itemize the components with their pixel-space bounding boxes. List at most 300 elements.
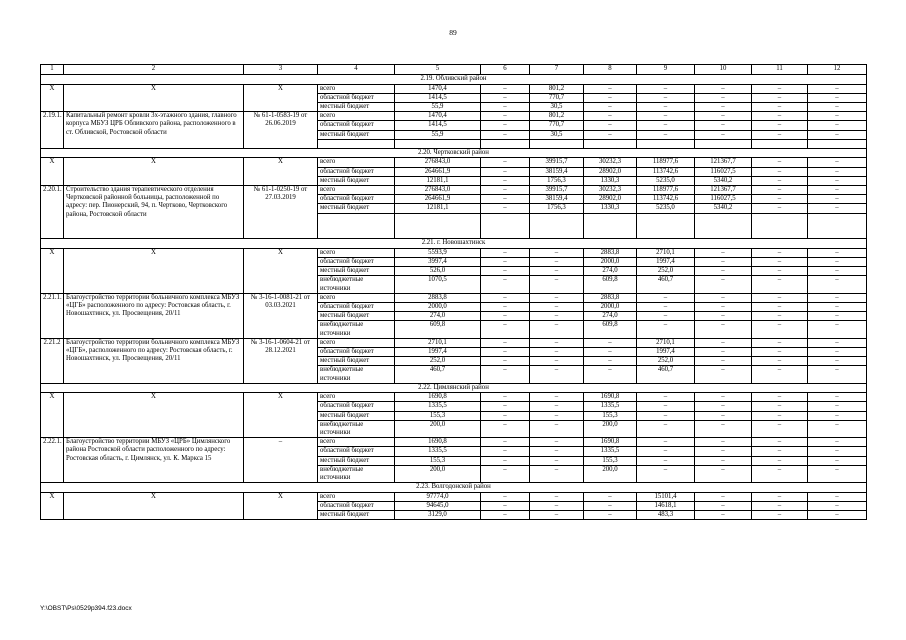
- item-document: № 3-16-1-0604-21 от 28.12.2021: [244, 338, 318, 383]
- funding-source: областной бюджет: [318, 347, 395, 356]
- empty-cell: [584, 222, 637, 230]
- amount-cell: –: [637, 393, 695, 402]
- empty-cell: [584, 213, 637, 222]
- column-number: 5: [395, 65, 481, 75]
- amount-cell: –: [808, 420, 867, 437]
- amount-cell: –: [481, 102, 530, 111]
- amount-cell: –: [752, 176, 808, 185]
- amount-cell: 2883,8: [395, 293, 481, 302]
- amount-cell: –: [481, 186, 530, 195]
- amount-cell: 30,5: [530, 102, 584, 111]
- amount-cell: –: [481, 112, 530, 121]
- amount-cell: –: [752, 501, 808, 510]
- empty-cell: [395, 222, 481, 230]
- amount-cell: –: [752, 204, 808, 213]
- funding-source: всего: [318, 84, 395, 93]
- table-row: [41, 158, 867, 167]
- funding-source: местный бюджет: [318, 511, 395, 520]
- amount-cell: –: [584, 347, 637, 356]
- amount-cell: 609,8: [395, 321, 481, 338]
- amount-cell: –: [637, 447, 695, 456]
- amount-cell: 2710,1: [637, 248, 695, 257]
- amount-cell: –: [481, 366, 530, 383]
- amount-cell: –: [808, 267, 867, 276]
- funding-source: местный бюджет: [318, 411, 395, 420]
- funding-source: всего: [318, 492, 395, 501]
- item-number: Х: [41, 492, 64, 520]
- amount-cell: –: [808, 357, 867, 366]
- table-row: [41, 438, 867, 447]
- amount-cell: 38159,4: [530, 195, 584, 204]
- amount-cell: –: [752, 93, 808, 102]
- item-document: Х: [244, 158, 318, 186]
- amount-cell: –: [584, 492, 637, 501]
- amount-cell: –: [808, 321, 867, 338]
- amount-cell: 121367,7: [695, 158, 752, 167]
- amount-cell: –: [695, 302, 752, 311]
- amount-cell: –: [752, 321, 808, 338]
- amount-cell: –: [808, 347, 867, 356]
- amount-cell: –: [481, 492, 530, 501]
- item-number: Х: [41, 393, 64, 438]
- item-name: Капитальный ремонт кровли 3х-этажного здания, главного корпуса МБУЗ ЦРБ Обливского района, расположенного в ст. Обливской, Ростовской области: [64, 112, 244, 149]
- amount-cell: –: [637, 84, 695, 93]
- amount-cell: 252,0: [637, 267, 695, 276]
- amount-cell: 30232,3: [584, 158, 637, 167]
- amount-cell: –: [808, 84, 867, 93]
- amount-cell: 5235,0: [637, 176, 695, 185]
- empty-cell: [808, 222, 867, 230]
- amount-cell: 15101,4: [637, 492, 695, 501]
- column-number: 6: [481, 65, 530, 75]
- section-title-row: [41, 383, 867, 393]
- item-number: 2.22.1.: [41, 438, 64, 483]
- amount-cell: 118977,6: [637, 158, 695, 167]
- amount-cell: –: [481, 176, 530, 185]
- amount-cell: –: [752, 112, 808, 121]
- empty-cell: [752, 230, 808, 239]
- amount-cell: –: [481, 447, 530, 456]
- amount-cell: –: [808, 438, 867, 447]
- amount-cell: –: [481, 438, 530, 447]
- amount-cell: –: [481, 121, 530, 130]
- amount-cell: 1335,5: [395, 447, 481, 456]
- amount-cell: –: [637, 93, 695, 102]
- item-name: Х: [64, 393, 244, 438]
- amount-cell: –: [695, 102, 752, 111]
- amount-cell: –: [752, 248, 808, 257]
- amount-cell: 483,3: [637, 511, 695, 520]
- amount-cell: –: [752, 338, 808, 347]
- amount-cell: 2000,0: [395, 302, 481, 311]
- item-name: Х: [64, 84, 244, 112]
- amount-cell: 30,5: [530, 130, 584, 139]
- amount-cell: –: [695, 465, 752, 482]
- file-path-footer: Y:\OBST\Ps\0529p394.f23.docx: [40, 605, 132, 612]
- amount-cell: –: [695, 93, 752, 102]
- funding-source: областной бюджет: [318, 195, 395, 204]
- amount-cell: 609,8: [584, 321, 637, 338]
- amount-cell: –: [752, 167, 808, 176]
- amount-cell: 460,7: [637, 366, 695, 383]
- amount-cell: 801,2: [530, 112, 584, 121]
- amount-cell: –: [695, 130, 752, 139]
- funding-source: внебюджетные источники: [318, 465, 395, 482]
- amount-cell: –: [808, 112, 867, 121]
- amount-cell: 55,9: [395, 130, 481, 139]
- amount-cell: 116027,5: [695, 167, 752, 176]
- amount-cell: 1335,5: [584, 402, 637, 411]
- amount-cell: –: [584, 112, 637, 121]
- empty-cell: [318, 230, 395, 239]
- amount-cell: –: [695, 121, 752, 130]
- amount-cell: –: [584, 501, 637, 510]
- amount-cell: 264661,9: [395, 195, 481, 204]
- amount-cell: –: [530, 257, 584, 266]
- section-title: 2.20. Чертковский район: [41, 148, 867, 158]
- amount-cell: 39915,7: [530, 186, 584, 195]
- amount-cell: –: [584, 102, 637, 111]
- amount-cell: 770,7: [530, 121, 584, 130]
- amount-cell: –: [752, 511, 808, 520]
- amount-cell: –: [808, 204, 867, 213]
- amount-cell: –: [637, 121, 695, 130]
- amount-cell: 30232,3: [584, 186, 637, 195]
- item-number: 2.20.1.: [41, 186, 64, 239]
- section-title: 2.21. г. Новошахтинск: [41, 239, 867, 249]
- amount-cell: –: [752, 411, 808, 420]
- amount-cell: 155,3: [395, 456, 481, 465]
- column-number: 3: [244, 65, 318, 75]
- item-name: Благоустройство территории МБУЗ «ЦРБ» Цимлянского района Ростовской области расположенного по адресу: Ростовская область, г. Цимлянск, ул. К. Маркса 15: [64, 438, 244, 483]
- item-name: Х: [64, 158, 244, 186]
- amount-cell: –: [695, 393, 752, 402]
- amount-cell: –: [808, 167, 867, 176]
- amount-cell: 1756,3: [530, 204, 584, 213]
- section-title-row: [41, 75, 867, 85]
- funding-source: местный бюджет: [318, 176, 395, 185]
- section-title-row: [41, 239, 867, 249]
- amount-cell: –: [695, 438, 752, 447]
- empty-cell: [637, 222, 695, 230]
- amount-cell: 5593,9: [395, 248, 481, 257]
- amount-cell: –: [637, 321, 695, 338]
- amount-cell: –: [481, 93, 530, 102]
- amount-cell: 1335,5: [395, 402, 481, 411]
- amount-cell: 3129,0: [395, 511, 481, 520]
- amount-cell: 155,3: [584, 411, 637, 420]
- amount-cell: 2883,8: [584, 293, 637, 302]
- amount-cell: –: [752, 402, 808, 411]
- amount-cell: –: [808, 456, 867, 465]
- amount-cell: 460,7: [395, 366, 481, 383]
- amount-cell: –: [808, 465, 867, 482]
- amount-cell: 5235,0: [637, 204, 695, 213]
- empty-cell: [637, 213, 695, 222]
- funding-source: областной бюджет: [318, 501, 395, 510]
- item-document: № 61-1-0250-19 от 27.03.2019: [244, 186, 318, 239]
- amount-cell: –: [752, 257, 808, 266]
- table-body: [41, 65, 867, 520]
- column-number: 8: [584, 65, 637, 75]
- amount-cell: –: [752, 158, 808, 167]
- amount-cell: –: [808, 312, 867, 321]
- item-name: Х: [64, 492, 244, 520]
- empty-cell: [318, 139, 395, 148]
- amount-cell: –: [637, 102, 695, 111]
- funding-source: внебюджетные источники: [318, 321, 395, 338]
- funding-source: всего: [318, 293, 395, 302]
- amount-cell: –: [695, 257, 752, 266]
- amount-cell: –: [808, 158, 867, 167]
- column-number: 7: [530, 65, 584, 75]
- amount-cell: –: [481, 411, 530, 420]
- funding-source: всего: [318, 438, 395, 447]
- item-document: № 3-16-1-0081-21 от 03.03.2021: [244, 293, 318, 338]
- amount-cell: 1690,8: [395, 438, 481, 447]
- item-document: Х: [244, 492, 318, 520]
- column-number: 9: [637, 65, 695, 75]
- item-document: –: [244, 438, 318, 483]
- funding-source: областной бюджет: [318, 167, 395, 176]
- amount-cell: –: [481, 84, 530, 93]
- amount-cell: 1756,3: [530, 176, 584, 185]
- budget-table: [40, 64, 867, 520]
- amount-cell: –: [752, 393, 808, 402]
- item-document: Х: [244, 248, 318, 293]
- funding-source: областной бюджет: [318, 93, 395, 102]
- amount-cell: –: [808, 257, 867, 266]
- amount-cell: –: [808, 293, 867, 302]
- amount-cell: –: [695, 511, 752, 520]
- amount-cell: –: [695, 447, 752, 456]
- amount-cell: –: [695, 276, 752, 293]
- amount-cell: –: [695, 456, 752, 465]
- item-name: Х: [64, 248, 244, 293]
- amount-cell: –: [481, 130, 530, 139]
- amount-cell: 1690,8: [584, 393, 637, 402]
- funding-source: областной бюджет: [318, 447, 395, 456]
- section-title-row: [41, 483, 867, 493]
- amount-cell: 1997,4: [637, 347, 695, 356]
- empty-cell: [481, 230, 530, 239]
- amount-cell: –: [808, 121, 867, 130]
- amount-cell: –: [530, 393, 584, 402]
- amount-cell: –: [530, 347, 584, 356]
- amount-cell: –: [481, 158, 530, 167]
- amount-cell: 2883,8: [584, 248, 637, 257]
- amount-cell: –: [752, 347, 808, 356]
- amount-cell: –: [752, 102, 808, 111]
- amount-cell: –: [695, 411, 752, 420]
- amount-cell: –: [752, 420, 808, 437]
- amount-cell: –: [752, 438, 808, 447]
- amount-cell: –: [808, 102, 867, 111]
- amount-cell: 526,0: [395, 267, 481, 276]
- amount-cell: 2710,1: [395, 338, 481, 347]
- funding-source: местный бюджет: [318, 102, 395, 111]
- amount-cell: 5340,2: [695, 176, 752, 185]
- amount-cell: –: [530, 357, 584, 366]
- amount-cell: 1335,5: [584, 447, 637, 456]
- amount-cell: –: [584, 366, 637, 383]
- amount-cell: –: [808, 338, 867, 347]
- amount-cell: –: [808, 511, 867, 520]
- column-number: 2: [64, 65, 244, 75]
- funding-source: внебюджетные источники: [318, 276, 395, 293]
- amount-cell: –: [530, 312, 584, 321]
- amount-cell: 1414,5: [395, 121, 481, 130]
- amount-cell: –: [808, 276, 867, 293]
- amount-cell: 276843,0: [395, 158, 481, 167]
- amount-cell: –: [752, 195, 808, 204]
- empty-cell: [808, 213, 867, 222]
- amount-cell: 113742,6: [637, 167, 695, 176]
- item-name: Строительство здания терапевтического отделения Чертковской районной больницы, расположенной по адресу: пер. Пионерский, 94, п. Чертково, Чертковского района, Ростовской области: [64, 186, 244, 239]
- item-number: Х: [41, 84, 64, 112]
- amount-cell: –: [481, 248, 530, 257]
- amount-cell: –: [695, 402, 752, 411]
- table-row: [41, 338, 867, 347]
- amount-cell: –: [752, 366, 808, 383]
- amount-cell: –: [695, 84, 752, 93]
- amount-cell: –: [695, 312, 752, 321]
- amount-cell: –: [752, 465, 808, 482]
- amount-cell: –: [808, 492, 867, 501]
- funding-source: всего: [318, 186, 395, 195]
- empty-cell: [695, 139, 752, 148]
- amount-cell: –: [481, 302, 530, 311]
- empty-cell: [395, 213, 481, 222]
- amount-cell: 276843,0: [395, 186, 481, 195]
- amount-cell: –: [584, 130, 637, 139]
- amount-cell: 2000,0: [584, 302, 637, 311]
- amount-cell: –: [530, 276, 584, 293]
- empty-cell: [395, 139, 481, 148]
- amount-cell: –: [808, 93, 867, 102]
- empty-cell: [395, 230, 481, 239]
- funding-source: областной бюджет: [318, 121, 395, 130]
- empty-cell: [695, 222, 752, 230]
- amount-cell: 252,0: [395, 357, 481, 366]
- table-row: [41, 186, 867, 195]
- funding-source: местный бюджет: [318, 130, 395, 139]
- funding-source: внебюджетные источники: [318, 366, 395, 383]
- amount-cell: 1470,4: [395, 112, 481, 121]
- section-title: 2.23. Волгодонской район: [41, 483, 867, 493]
- amount-cell: 1330,3: [584, 204, 637, 213]
- amount-cell: –: [637, 438, 695, 447]
- amount-cell: –: [695, 338, 752, 347]
- funding-source: местный бюджет: [318, 312, 395, 321]
- empty-cell: [637, 230, 695, 239]
- amount-cell: 113742,6: [637, 195, 695, 204]
- amount-cell: –: [752, 267, 808, 276]
- amount-cell: 14618,1: [637, 501, 695, 510]
- amount-cell: –: [752, 492, 808, 501]
- amount-cell: –: [752, 357, 808, 366]
- amount-cell: –: [584, 121, 637, 130]
- empty-cell: [530, 230, 584, 239]
- empty-cell: [752, 222, 808, 230]
- amount-cell: –: [481, 257, 530, 266]
- amount-cell: –: [752, 121, 808, 130]
- empty-cell: [584, 230, 637, 239]
- empty-cell: [530, 222, 584, 230]
- amount-cell: –: [481, 393, 530, 402]
- amount-cell: –: [637, 112, 695, 121]
- empty-cell: [808, 139, 867, 148]
- amount-cell: 1997,4: [637, 257, 695, 266]
- amount-cell: –: [530, 420, 584, 437]
- amount-cell: –: [481, 267, 530, 276]
- amount-cell: 97774,0: [395, 492, 481, 501]
- item-number: 2.19.1.: [41, 112, 64, 149]
- amount-cell: –: [530, 321, 584, 338]
- amount-cell: –: [637, 302, 695, 311]
- funding-source: всего: [318, 338, 395, 347]
- amount-cell: –: [695, 293, 752, 302]
- amount-cell: 12181,1: [395, 204, 481, 213]
- amount-cell: –: [530, 492, 584, 501]
- funding-source: местный бюджет: [318, 357, 395, 366]
- amount-cell: 200,0: [584, 420, 637, 437]
- item-number: Х: [41, 248, 64, 293]
- amount-cell: –: [530, 366, 584, 383]
- amount-cell: –: [481, 465, 530, 482]
- amount-cell: 28902,0: [584, 195, 637, 204]
- item-document: Х: [244, 84, 318, 112]
- funding-source: всего: [318, 158, 395, 167]
- amount-cell: –: [808, 411, 867, 420]
- item-document: Х: [244, 393, 318, 438]
- amount-cell: –: [481, 276, 530, 293]
- amount-cell: –: [481, 167, 530, 176]
- amount-cell: –: [530, 447, 584, 456]
- empty-cell: [752, 139, 808, 148]
- amount-cell: –: [584, 93, 637, 102]
- amount-cell: 274,0: [395, 312, 481, 321]
- amount-cell: –: [530, 411, 584, 420]
- amount-cell: –: [752, 276, 808, 293]
- amount-cell: 39915,7: [530, 158, 584, 167]
- amount-cell: –: [637, 312, 695, 321]
- amount-cell: –: [637, 456, 695, 465]
- amount-cell: –: [752, 447, 808, 456]
- amount-cell: –: [695, 267, 752, 276]
- amount-cell: –: [637, 420, 695, 437]
- page-number: 89: [449, 28, 457, 37]
- amount-cell: –: [530, 248, 584, 257]
- amount-cell: 252,0: [637, 357, 695, 366]
- amount-cell: 460,7: [637, 276, 695, 293]
- amount-cell: 1070,5: [395, 276, 481, 293]
- item-name: Благоустройство территории больничного комплекса МБУЗ «ЦГБ» расположенного по адресу: Ростовская область, г. Новошахтинск, ул. Просвещения, 20/11: [64, 293, 244, 338]
- amount-cell: –: [637, 411, 695, 420]
- funding-source: внебюджетные источники: [318, 420, 395, 437]
- item-number: 2.21.1.: [41, 293, 64, 338]
- empty-cell: [584, 139, 637, 148]
- item-name: Благоустройство территории больничного комплекса МБУЗ «ЦГБ», расположенного по адресу: Ростовская область, г. Новошахтинск, ул. Просвещения, 20/11: [64, 338, 244, 383]
- amount-cell: –: [584, 511, 637, 520]
- empty-cell: [481, 139, 530, 148]
- table-row: [41, 248, 867, 257]
- amount-cell: 274,0: [584, 267, 637, 276]
- empty-cell: [695, 230, 752, 239]
- item-number: Х: [41, 158, 64, 186]
- table-row: [41, 84, 867, 93]
- amount-cell: –: [481, 402, 530, 411]
